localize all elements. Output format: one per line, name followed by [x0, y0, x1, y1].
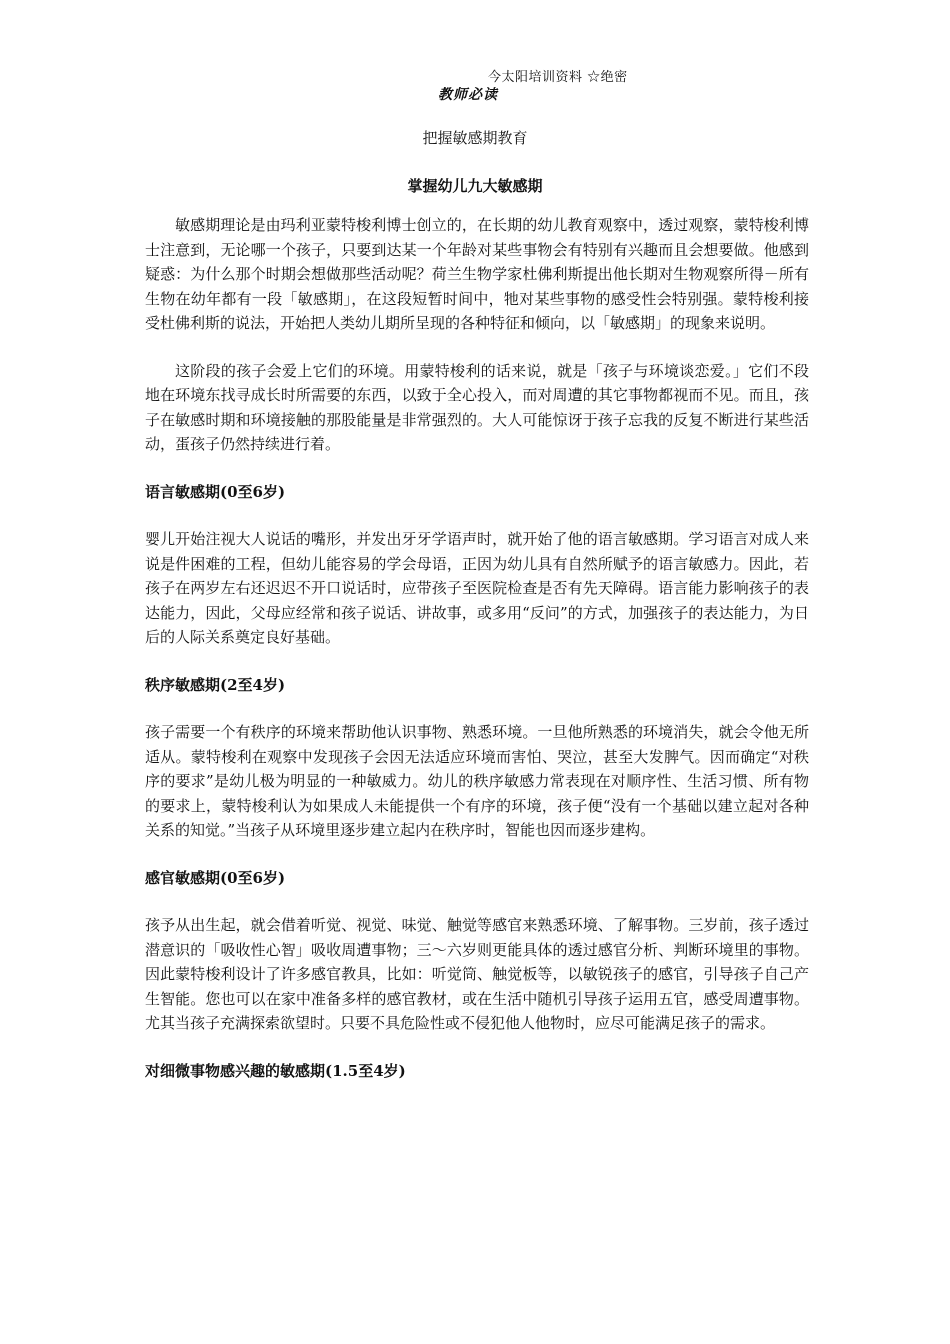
section-heading-senses: 感官敏感期(0至6岁): [145, 868, 286, 887]
header-title: 教师必读: [438, 87, 498, 103]
section-body-order: 孩子需要一个有秩序的环境来帮助他认识事物、熟悉环境。一旦他所熟悉的环境消失，就会令他无所适从。蒙特梭利在观察中发现孩子会因无法适应环境而害怕、哭泣，甚至大发脾气。因而确定“对秩序的要求”是幼儿极为明显的一种敏威力。幼儿的秩序敏感力常表现在对顺序性、生活习惯、所有物的要求上，蒙特梭利认为如果成人未能提供一个有序的环境，孩子便“没有一个基础以建立起对各种关系的知觉。”当孩子从环境里逐步建立起内在秩序时，智能也因而逐步建构。: [145, 723, 809, 839]
document-title: 掌握幼儿九大敏感期: [407, 177, 543, 195]
intro-paragraph-1: 敏感期理论是由玛利亚蒙特梭利博士创立的，在长期的幼儿教育观察中，透过观察，蒙特梭利博士注意到，无论哪一个孩子，只要到达某一个年龄对某些事物会有特别有兴趣而且会想要做。他感到疑惑：为什么那个时期会想做那些活动呢？荷兰生物学家杜佛利斯提出他长期对生物观察所得－所有生物在幼年都有一段「敏感期」，在这段短暂时间中，牠对某些事物的感受性会特别强。蒙特梭利接受杜佛利斯的说法，开始把人类幼儿期所呈现的各种特征和倾向，以「敏感期」的现象来说明。: [145, 216, 809, 332]
section-body-senses: 孩予从出生起，就会借着听觉、视觉、味觉、触觉等感官来熟悉环境、了解事物。三岁前，孩子透过潜意识的「吸收性心智」吸收周遭事物；三～六岁则更能具体的透过感官分析、判断环境里的事物。因此蒙特梭利设计了许多感官教具，比如：听觉筒、触觉板等，以敏锐孩子的感官，引导孩子自己产生智能。您也可以在家中准备多样的感官教材，或在生活中随机引导孩子运用五官，感受周遭事物。尤其当孩子充满探索欲望时。只要不具危险性或不侵犯他人他物时，应尽可能满足孩子的需求。: [145, 916, 809, 1032]
document-subtitle: 把握敏感期教育: [422, 129, 528, 147]
section-heading-language: 语言敏感期(0至6岁): [145, 482, 286, 501]
intro-paragraph-2: 这阶段的孩子会爱上它们的环境。用蒙特梭利的话来说，就是「孩子与环境谈恋爱。」它们不段地在环境东找寻成长时所需要的东西，以致于全心投入，而对周遭的其它事物都视而不见。而且，孩子在敏感时期和环境接触的那股能量是非常强烈的。大人可能惊讶于孩子忘我的反复不断进行某些活动，蛋孩子仍然持续进行着。: [145, 361, 809, 453]
document-body: [145, 213, 809, 1106]
section-body-language: 婴儿开始注视大人说话的嘴形，并发出牙牙学语声时，就开始了他的语言敏感期。学习语言对成人来说是件困难的工程，但幼儿能容易的学会母语，正因为幼儿具有自然所赋予的语言敏感力。因此，若孩子在两岁左右还迟迟不开口说话时，应带孩子至医院检查是否有先天障碍。语言能力影响孩子的表达能力，因此，父母应经常和孩子说话、讲故事，或多用“反问”的方式，加强孩子的表达能力，为日后的人际关系奠定良好基础。: [145, 530, 809, 646]
section-heading-small-objects: 对细微事物感兴趣的敏感期(1.5至4岁): [145, 1061, 406, 1080]
header-note: 今太阳培训资料 ☆绝密: [488, 70, 628, 85]
section-heading-order: 秩序敏感期(2至4岁): [145, 675, 286, 694]
